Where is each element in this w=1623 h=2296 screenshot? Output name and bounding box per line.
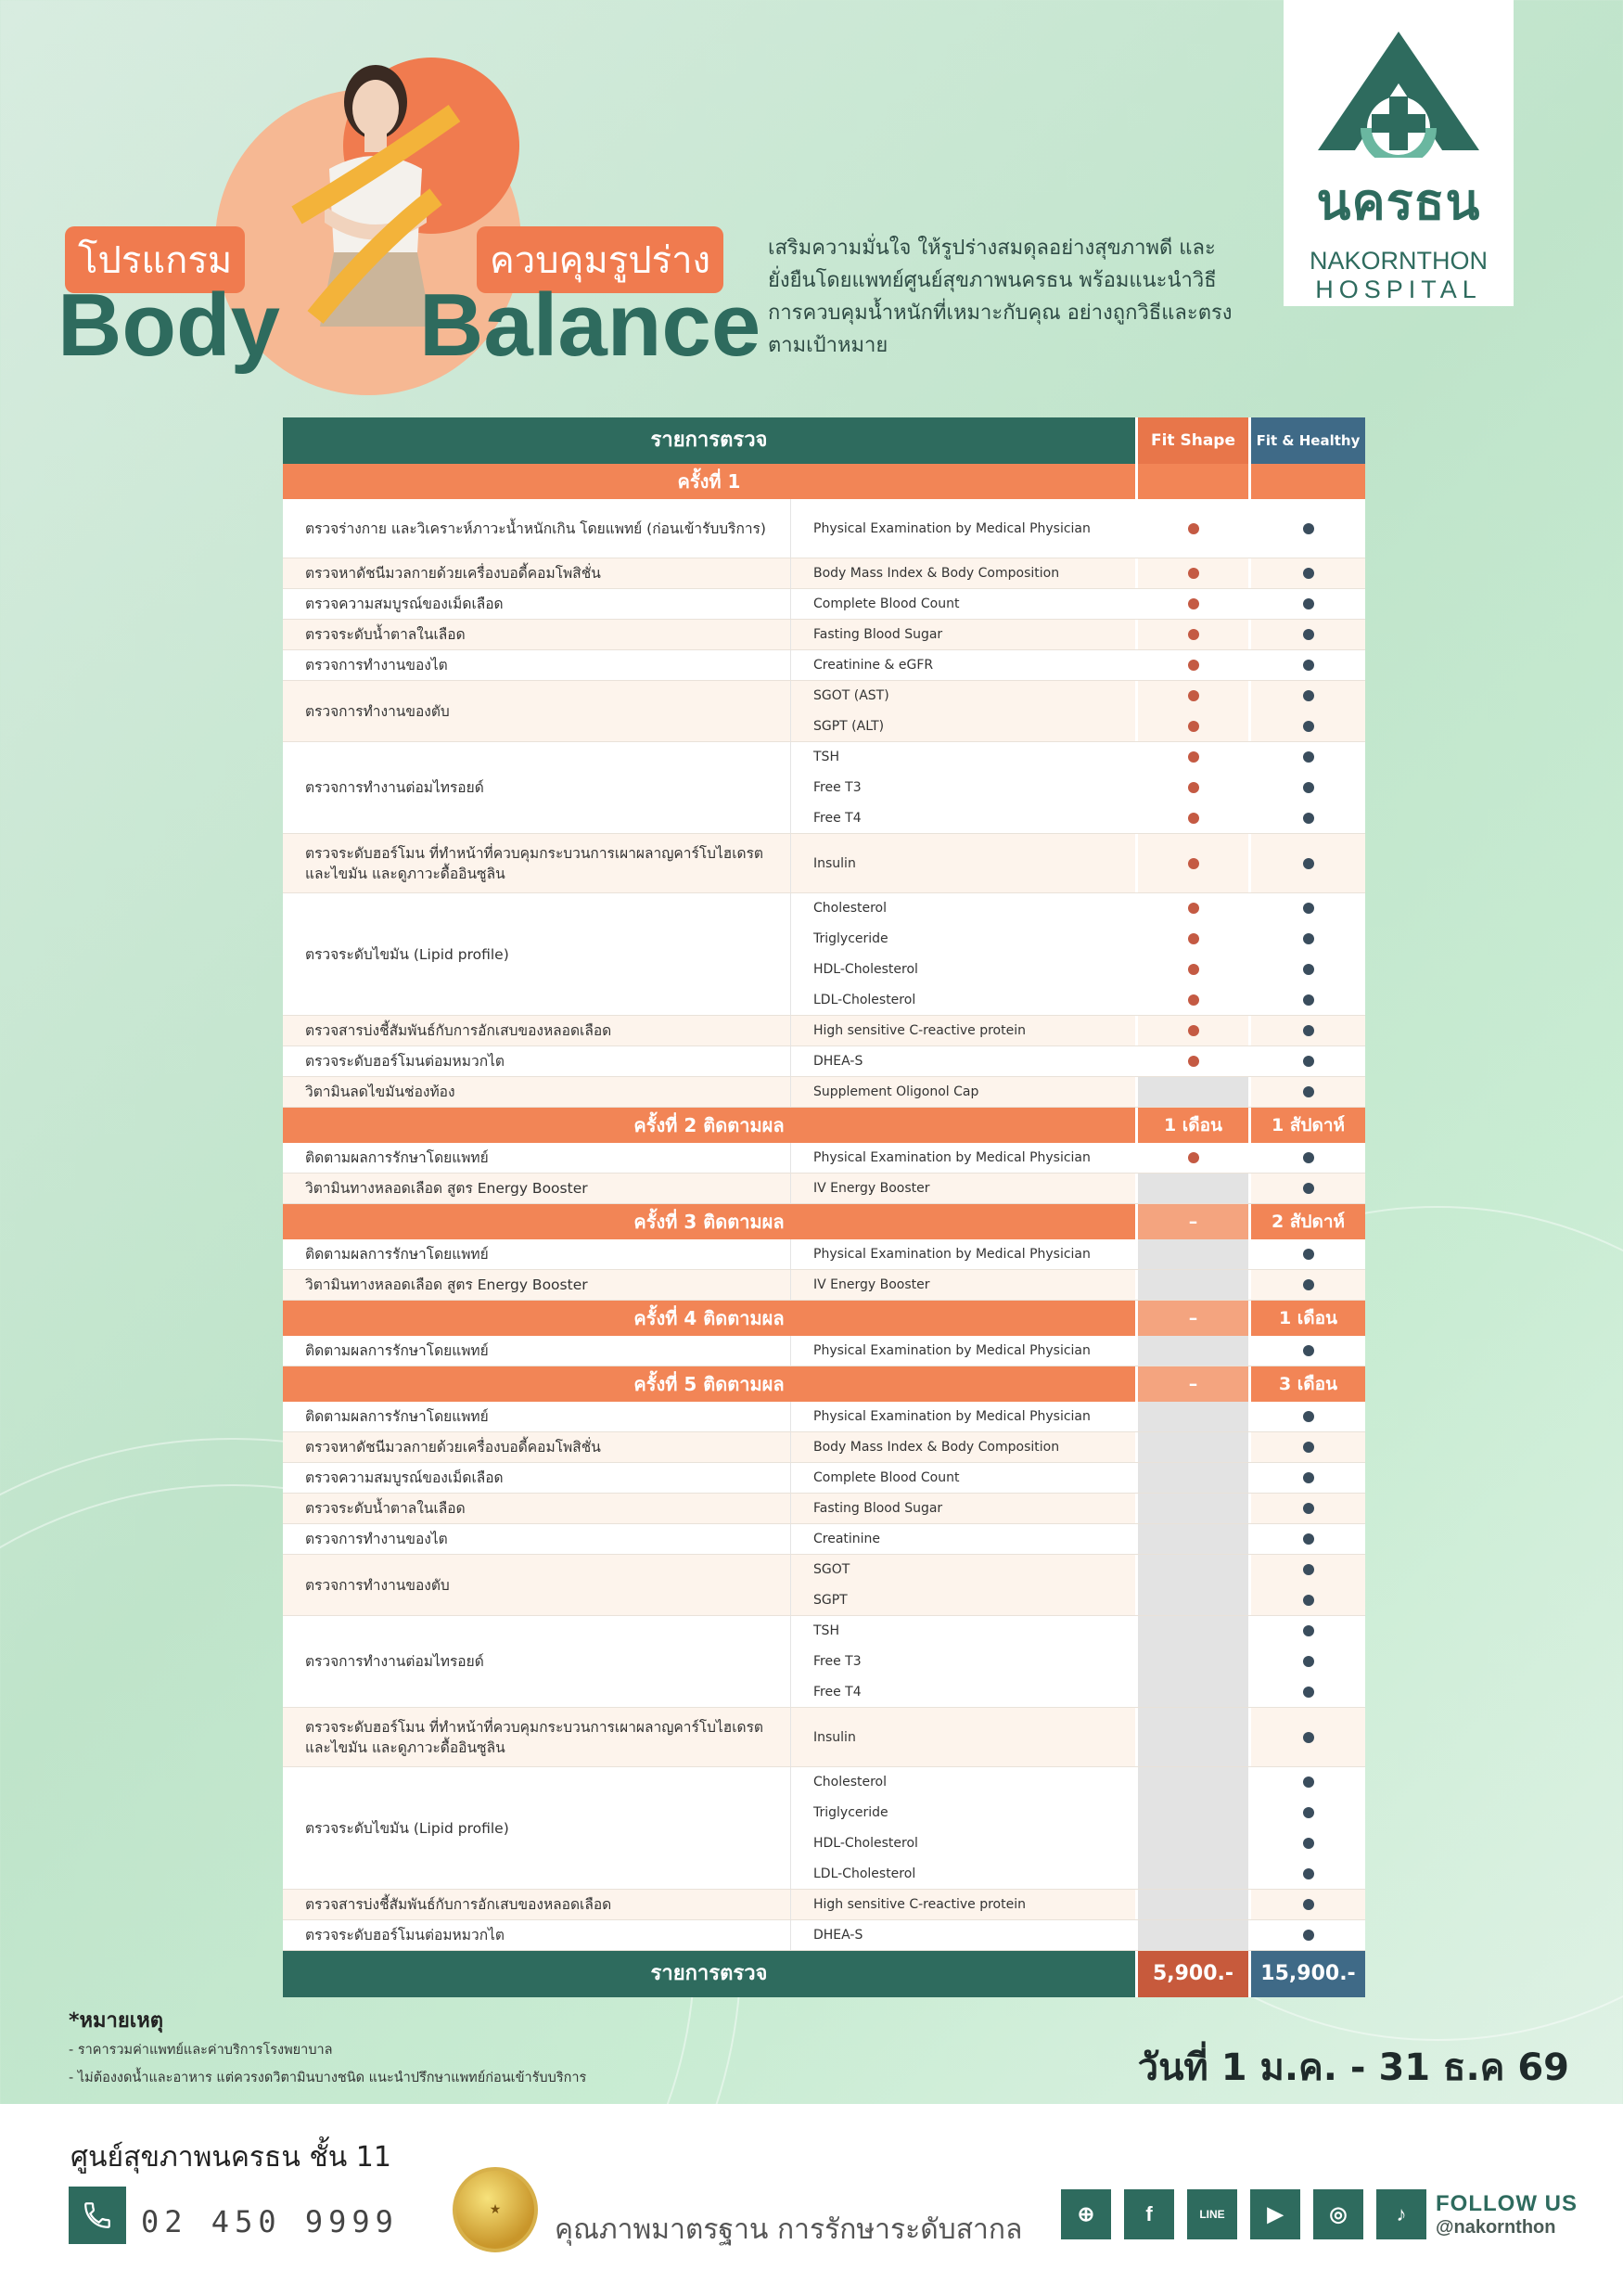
control-shape-label: ควบคุมรูปร่าง: [477, 226, 723, 293]
fit-healthy-cell: [1248, 1016, 1365, 1045]
item-english-line: Physical Examination by Medical Physician: [813, 1150, 1091, 1165]
item-english-line: Physical Examination by Medical Physician: [813, 520, 1091, 536]
header-fit-shape: Fit Shape: [1135, 417, 1248, 464]
note-item: - ไม่ต้องงดน้ำและอาหาร แต่ควรงดวิตามินบางชนิด แนะนำปรึกษาแพทย์ก่อนเข้ารับบริการ: [69, 2071, 587, 2085]
section-header: [283, 464, 1365, 499]
table-footer: [283, 1951, 1365, 1997]
item-english-line: TSH: [813, 1623, 839, 1639]
included-dot-icon: [1303, 1595, 1314, 1606]
item-english: [790, 1143, 1135, 1173]
item-thai: ตรวจการทำงานของไต: [305, 657, 448, 673]
included-dot-icon: [1303, 1025, 1314, 1036]
fit-healthy-cell: [1248, 1767, 1365, 1889]
item-english-line: SGPT (ALT): [813, 718, 885, 734]
item-english-line: Free T4: [813, 810, 862, 826]
fit-shape-cell: [1135, 1920, 1248, 1950]
table-row: [283, 1174, 1365, 1204]
item-thai: ตรวจสารบ่งชี้สัมพันธ์กับการอักเสบของหลอดเลือด: [305, 1022, 612, 1039]
item-english-line: Insulin: [813, 1729, 856, 1745]
item-english: [790, 1402, 1135, 1431]
included-dot-icon: [1303, 1838, 1314, 1849]
fit-shape-cell: [1135, 1077, 1248, 1107]
item-english-line: Cholesterol: [813, 901, 888, 917]
item-thai: ตรวจระดับฮอร์โมนต่อมหมวกไต: [305, 1053, 505, 1070]
section-header: [283, 1366, 1365, 1402]
item-english-line: Body Mass Index & Body Composition: [813, 1440, 1060, 1455]
included-dot-icon: [1303, 523, 1314, 534]
fit-shape-cell: [1135, 1239, 1248, 1269]
included-dot-icon: [1303, 994, 1314, 1006]
included-dot-icon: [1188, 690, 1199, 701]
item-thai: ตรวจการทำงานต่อมไทรอยด์: [305, 779, 484, 796]
item-english-line: Supplement Oligonol Cap: [813, 1084, 979, 1099]
item-thai: ตรวจการทำงานต่อมไทรอยด์: [305, 1653, 484, 1670]
note-item: - ราคารวมค่าแพทย์และค่าบริการโรงพยาบาล: [69, 2043, 333, 2058]
item-english-line: SGOT (AST): [813, 688, 889, 704]
item-thai: ตรวจการทำงานของตับ: [305, 702, 450, 720]
fit-healthy-cell: [1248, 1494, 1365, 1523]
fit-shape-cell: [1135, 1143, 1248, 1173]
item-english-line: Physical Examination by Medical Physician: [813, 1409, 1091, 1424]
item-english: [790, 650, 1135, 680]
item-english-line: Complete Blood Count: [813, 1470, 960, 1485]
fit-healthy-cell: [1248, 620, 1365, 649]
item-thai: ตรวจการทำงานของไต: [305, 1531, 448, 1547]
section-title: ครั้งที่ 3 ติดตามผล: [283, 1204, 1135, 1239]
table-row: [283, 742, 1365, 834]
included-dot-icon: [1188, 1152, 1199, 1163]
section-fit-healthy-interval: 1 เดือน: [1248, 1301, 1365, 1336]
table-row: [283, 893, 1365, 1016]
included-dot-icon: [1188, 1025, 1199, 1036]
included-dot-icon: [1303, 813, 1314, 824]
fit-healthy-cell: [1248, 1402, 1365, 1431]
section-fit-healthy-interval: 1 สัปดาห์: [1248, 1108, 1365, 1143]
table-row: [283, 1402, 1365, 1432]
included-dot-icon: [1303, 1472, 1314, 1483]
fit-shape-cell: [1135, 1336, 1248, 1366]
item-english-line: DHEA-S: [813, 1054, 863, 1069]
table-row: [283, 1046, 1365, 1077]
included-dot-icon: [1303, 1930, 1314, 1941]
item-thai: ตรวจหาดัชนีมวลกายด้วยเครื่องบอดี้คอมโพสิชั่น: [305, 1439, 601, 1456]
included-dot-icon: [1188, 994, 1199, 1006]
included-dot-icon: [1303, 721, 1314, 732]
included-dot-icon: [1303, 1086, 1314, 1097]
included-dot-icon: [1303, 1442, 1314, 1453]
table-row: [283, 1555, 1365, 1616]
quality-tagline: คุณภาพมาตรฐาน การรักษาระดับสากล: [555, 2213, 1023, 2246]
included-dot-icon: [1188, 903, 1199, 914]
fit-healthy-cell: [1248, 1239, 1365, 1269]
table-row: [283, 499, 1365, 558]
item-english-line: HDL-Cholesterol: [813, 961, 918, 977]
item-english: [790, 558, 1135, 588]
item-thai: ตรวจระดับฮอร์โมน ที่ทำหน้าที่ควบคุมกระบวนการเผาผลาญคาร์โบไฮเดรต และไขมัน และดูภาวะดื้ออินซูลิน: [305, 844, 763, 882]
intro-text: เสริมความมั่นใจ ให้รูปร่างสมดุลอย่างสุขภาพดี และยั่งยืนโดยแพทย์ศูนย์สุขภาพนครธน พร้อมแนะนำวิธีการควบคุมน้ำหนักที่เหมาะกับคุณ อย่างถูกวิธีและตรงตามเป้าหมาย: [768, 237, 1233, 357]
included-dot-icon: [1303, 1777, 1314, 1788]
section-title: ครั้งที่ 1: [283, 464, 1135, 499]
fit-healthy-cell: [1248, 1524, 1365, 1554]
section-header: [283, 1108, 1365, 1143]
item-thai: ตรวจร่างกาย และวิเคราะห์ภาวะน้ำหนักเกิน โดยแพทย์ (ก่อนเข้ารับบริการ): [305, 519, 766, 537]
included-dot-icon: [1188, 598, 1199, 609]
section-title: ครั้งที่ 2 ติดตามผล: [283, 1108, 1135, 1143]
fit-healthy-cell: [1248, 1432, 1365, 1462]
included-dot-icon: [1303, 1152, 1314, 1163]
section-title: ครั้งที่ 4 ติดตามผล: [283, 1301, 1135, 1336]
table-row: [283, 1463, 1365, 1494]
included-dot-icon: [1303, 1656, 1314, 1667]
item-english-line: TSH: [813, 750, 839, 765]
included-dot-icon: [1188, 782, 1199, 793]
included-dot-icon: [1303, 1249, 1314, 1260]
table-row: [283, 1708, 1365, 1767]
table-row: [283, 1077, 1365, 1108]
included-dot-icon: [1303, 629, 1314, 640]
item-english: [790, 834, 1135, 892]
item-english: [790, 681, 1135, 741]
table-row: [283, 1767, 1365, 1890]
fit-shape-cell: [1135, 1890, 1248, 1919]
included-dot-icon: [1303, 1687, 1314, 1698]
follow-us: [1436, 2191, 1578, 2238]
included-dot-icon: [1303, 1183, 1314, 1194]
program-label: โปรแกรม: [65, 226, 245, 293]
fit-shape-cell: [1135, 893, 1248, 1015]
item-thai: ตรวจหาดัชนีมวลกายด้วยเครื่องบอดี้คอมโพสิชั่น: [305, 565, 601, 582]
quality-badge: ★: [453, 2167, 538, 2252]
fit-healthy-cell: [1248, 1920, 1365, 1950]
item-thai: ตรวจระดับน้ำตาลในเลือด: [305, 1500, 466, 1517]
fit-healthy-cell: [1248, 1046, 1365, 1076]
notes-title: *หมายเหตุ: [69, 2009, 164, 2033]
fit-shape-cell: [1135, 589, 1248, 619]
item-english: [790, 742, 1135, 833]
footer-label: รายการตรวจ: [283, 1951, 1135, 1997]
item-english: [790, 1174, 1135, 1203]
item-thai: ตรวจระดับไขมัน (Lipid profile): [305, 1819, 509, 1837]
section-fit-shape-interval: 1 เดือน: [1135, 1108, 1248, 1143]
item-english: [790, 1270, 1135, 1300]
item-english: [790, 1239, 1135, 1269]
logo-english-name: NAKORNTHON: [1309, 247, 1488, 275]
item-english: [790, 1555, 1135, 1615]
title-balance: Balance: [419, 276, 761, 375]
included-dot-icon: [1303, 1807, 1314, 1818]
included-dot-icon: [1303, 1279, 1314, 1290]
included-dot-icon: [1303, 782, 1314, 793]
table-row: [283, 620, 1365, 650]
line-icon[interactable]: LINE: [1187, 2189, 1237, 2239]
item-english-line: Physical Examination by Medical Physician: [813, 1343, 1091, 1358]
package-table: [283, 417, 1365, 1997]
table-row: [283, 834, 1365, 893]
fit-shape-cell: [1135, 1046, 1248, 1076]
table-row: [283, 1494, 1365, 1524]
included-dot-icon: [1188, 933, 1199, 944]
fit-shape-cell: [1135, 1270, 1248, 1300]
date-range: วันที่ 1 ม.ค. - 31 ธ.ค 69: [1137, 2046, 1569, 2089]
follow-label: FOLLOW US: [1436, 2191, 1578, 2216]
header-items: รายการตรวจ: [283, 417, 1135, 464]
fit-healthy-cell: [1248, 834, 1365, 892]
section-title: ครั้งที่ 5 ติดตามผล: [283, 1366, 1135, 1402]
included-dot-icon: [1188, 813, 1199, 824]
website-icon[interactable]: ⊕: [1061, 2189, 1111, 2239]
item-english: [790, 1920, 1135, 1950]
item-english: [790, 1046, 1135, 1076]
item-english-line: Triglyceride: [813, 931, 888, 947]
included-dot-icon: [1188, 523, 1199, 534]
item-thai: ติดตามผลการรักษาโดยแพทย์: [305, 1342, 489, 1359]
price-fit-healthy: 15,900.-: [1248, 1951, 1365, 1997]
included-dot-icon: [1188, 660, 1199, 671]
item-english-line: SGPT: [813, 1592, 848, 1608]
fit-healthy-cell: [1248, 1270, 1365, 1300]
item-english-line: Triglyceride: [813, 1805, 888, 1821]
included-dot-icon: [1303, 1056, 1314, 1067]
table-row: [283, 1270, 1365, 1301]
item-english-line: Fasting Blood Sugar: [813, 627, 943, 642]
item-english: [790, 1077, 1135, 1107]
item-english: [790, 1336, 1135, 1366]
item-thai: ตรวจความสมบูรณ์ของเม็ดเลือด: [305, 1469, 504, 1486]
item-thai: ติดตามผลการรักษาโดยแพทย์: [305, 1408, 489, 1425]
fit-healthy-cell: [1248, 1708, 1365, 1766]
item-thai: วิตามินทางหลอดเลือด สูตร Energy Booster: [305, 1180, 588, 1197]
fit-healthy-cell: [1248, 1555, 1365, 1615]
included-dot-icon: [1303, 933, 1314, 944]
table-row: [283, 1616, 1365, 1708]
fit-shape-cell: [1135, 620, 1248, 649]
fit-healthy-cell: [1248, 1077, 1365, 1107]
item-thai: ตรวจระดับน้ำตาลในเลือด: [305, 626, 466, 643]
included-dot-icon: [1303, 1533, 1314, 1545]
fit-healthy-cell: [1248, 1174, 1365, 1203]
included-dot-icon: [1303, 1732, 1314, 1743]
included-dot-icon: [1303, 858, 1314, 869]
item-english-line: Complete Blood Count: [813, 596, 960, 611]
table-row: [283, 1890, 1365, 1920]
fit-healthy-cell: [1248, 558, 1365, 588]
table-row: [283, 1239, 1365, 1270]
header-fit-healthy: Fit & Healthy: [1248, 417, 1365, 464]
fit-shape-cell: [1135, 1616, 1248, 1707]
fit-healthy-cell: [1248, 681, 1365, 741]
fit-healthy-cell: [1248, 742, 1365, 833]
included-dot-icon: [1303, 568, 1314, 579]
item-english-line: High sensitive C-reactive protein: [813, 1897, 1026, 1912]
item-english: [790, 1890, 1135, 1919]
included-dot-icon: [1303, 598, 1314, 609]
fit-shape-cell: [1135, 558, 1248, 588]
fit-shape-cell: [1135, 1016, 1248, 1045]
item-english-line: LDL-Cholesterol: [813, 992, 916, 1007]
included-dot-icon: [1303, 1564, 1314, 1575]
table-row: [283, 558, 1365, 589]
section-header: [283, 1301, 1365, 1336]
item-english-line: Cholesterol: [813, 1775, 888, 1790]
table-row: [283, 589, 1365, 620]
included-dot-icon: [1188, 751, 1199, 763]
hospital-emblem-icon: [1310, 28, 1487, 158]
hospital-logo: [1284, 0, 1514, 306]
item-thai: ติดตามผลการรักษาโดยแพทย์: [305, 1246, 489, 1263]
fit-shape-cell: [1135, 1524, 1248, 1554]
instagram-icon[interactable]: ◎: [1313, 2189, 1363, 2239]
item-english: [790, 589, 1135, 619]
item-english-line: SGOT: [813, 1562, 850, 1578]
fit-shape-cell: [1135, 1494, 1248, 1523]
item-english: [790, 1767, 1135, 1889]
included-dot-icon: [1188, 629, 1199, 640]
section-header: [283, 1204, 1365, 1239]
item-english: [790, 499, 1135, 558]
fit-shape-cell: [1135, 1402, 1248, 1431]
item-english: [790, 1616, 1135, 1707]
section-fit-healthy-interval: 2 สัปดาห์: [1248, 1204, 1365, 1239]
item-english-line: Body Mass Index & Body Composition: [813, 566, 1060, 581]
fit-healthy-cell: [1248, 1336, 1365, 1366]
section-fit-shape-interval: –: [1135, 1301, 1248, 1336]
youtube-icon[interactable]: ▶: [1250, 2189, 1300, 2239]
facebook-icon[interactable]: f: [1124, 2189, 1174, 2239]
item-english-line: Physical Examination by Medical Physician: [813, 1247, 1091, 1262]
section-fit-healthy-interval: 3 เดือน: [1248, 1366, 1365, 1402]
table-row: [283, 1143, 1365, 1174]
center-name: ศูนย์สุขภาพนครธน ชั้น 11: [70, 2141, 391, 2174]
tiktok-icon[interactable]: ♪: [1376, 2189, 1426, 2239]
table-row: [283, 1336, 1365, 1366]
table-row: [283, 1016, 1365, 1046]
section-fit-shape-interval: –: [1135, 1366, 1248, 1402]
social-links: [1061, 2189, 1426, 2239]
item-english-line: IV Energy Booster: [813, 1181, 930, 1196]
item-english-line: DHEA-S: [813, 1928, 863, 1943]
logo-thai-name: นครธน: [1316, 173, 1481, 231]
included-dot-icon: [1303, 1411, 1314, 1422]
fit-shape-cell: [1135, 1432, 1248, 1462]
item-english-line: Insulin: [813, 855, 856, 871]
table-row: [283, 1432, 1365, 1463]
included-dot-icon: [1303, 751, 1314, 763]
fit-shape-cell: [1135, 742, 1248, 833]
item-english-line: High sensitive C-reactive protein: [813, 1023, 1026, 1038]
fit-healthy-cell: [1248, 1143, 1365, 1173]
fit-healthy-cell: [1248, 650, 1365, 680]
included-dot-icon: [1303, 1345, 1314, 1356]
included-dot-icon: [1303, 660, 1314, 671]
included-dot-icon: [1303, 1503, 1314, 1514]
item-english: [790, 1524, 1135, 1554]
item-english-line: Free T3: [813, 779, 862, 795]
fit-shape-cell: [1135, 1767, 1248, 1889]
item-english: [790, 1432, 1135, 1462]
included-dot-icon: [1303, 964, 1314, 975]
section-fit-shape-interval: –: [1135, 1204, 1248, 1239]
item-thai: ตรวจระดับฮอร์โมนต่อมหมวกไต: [305, 1927, 505, 1943]
fit-healthy-cell: [1248, 589, 1365, 619]
table-row: [283, 681, 1365, 742]
item-english: [790, 1016, 1135, 1045]
section-fit-shape-interval: [1135, 464, 1248, 499]
included-dot-icon: [1303, 1899, 1314, 1910]
fit-shape-cell: [1135, 650, 1248, 680]
item-english: [790, 1494, 1135, 1523]
item-english-line: IV Energy Booster: [813, 1277, 930, 1292]
item-english-line: Creatinine & eGFR: [813, 658, 934, 673]
included-dot-icon: [1188, 858, 1199, 869]
title-body: Body: [58, 276, 280, 375]
item-english-line: HDL-Cholesterol: [813, 1835, 918, 1851]
item-english: [790, 893, 1135, 1015]
fit-shape-cell: [1135, 1463, 1248, 1493]
included-dot-icon: [1188, 568, 1199, 579]
included-dot-icon: [1303, 1868, 1314, 1879]
phone-number[interactable]: 02 450 9999: [141, 2204, 399, 2239]
fit-shape-cell: [1135, 834, 1248, 892]
fit-shape-cell: [1135, 681, 1248, 741]
logo-english-sub: HOSPITAL: [1315, 276, 1482, 303]
table-row: [283, 1524, 1365, 1555]
fit-shape-cell: [1135, 499, 1248, 558]
item-thai: ตรวจระดับไขมัน (Lipid profile): [305, 945, 509, 963]
price-fit-shape: 5,900.-: [1135, 1951, 1248, 1997]
included-dot-icon: [1188, 721, 1199, 732]
item-thai: ตรวจการทำงานของตับ: [305, 1576, 450, 1594]
item-english: [790, 1708, 1135, 1766]
fit-shape-cell: [1135, 1708, 1248, 1766]
fit-healthy-cell: [1248, 1616, 1365, 1707]
item-thai: ตรวจระดับฮอร์โมน ที่ทำหน้าที่ควบคุมกระบวนการเผาผลาญคาร์โบไฮเดรต และไขมัน และดูภาวะดื้ออินซูลิน: [305, 1718, 763, 1756]
included-dot-icon: [1303, 1625, 1314, 1636]
table-row: [283, 650, 1365, 681]
fit-shape-cell: [1135, 1555, 1248, 1615]
included-dot-icon: [1188, 964, 1199, 975]
fit-healthy-cell: [1248, 499, 1365, 558]
item-english-line: Free T4: [813, 1684, 862, 1700]
included-dot-icon: [1303, 690, 1314, 701]
item-english-line: Fasting Blood Sugar: [813, 1501, 943, 1516]
phone-icon[interactable]: [69, 2187, 126, 2244]
section-fit-healthy-interval: [1248, 464, 1365, 499]
fit-healthy-cell: [1248, 893, 1365, 1015]
table-row: [283, 1920, 1365, 1951]
item-english-line: Creatinine: [813, 1532, 881, 1546]
fit-healthy-cell: [1248, 1463, 1365, 1493]
item-english: [790, 1463, 1135, 1493]
item-english-line: Free T3: [813, 1653, 862, 1669]
item-english-line: LDL-Cholesterol: [813, 1866, 916, 1881]
included-dot-icon: [1188, 1056, 1199, 1067]
social-handle[interactable]: @nakornthon: [1436, 2217, 1556, 2238]
item-english: [790, 620, 1135, 649]
table-header: [283, 417, 1365, 464]
item-thai: ตรวจสารบ่งชี้สัมพันธ์กับการอักเสบของหลอดเลือด: [305, 1896, 612, 1913]
fit-healthy-cell: [1248, 1890, 1365, 1919]
item-thai: ติดตามผลการรักษาโดยแพทย์: [305, 1149, 489, 1166]
included-dot-icon: [1303, 903, 1314, 914]
item-thai: วิตามินลดไขมันช่องท้อง: [305, 1084, 455, 1100]
table-body: [283, 464, 1365, 1951]
fit-shape-cell: [1135, 1174, 1248, 1203]
item-thai: วิตามินทางหลอดเลือด สูตร Energy Booster: [305, 1276, 588, 1293]
item-thai: ตรวจความสมบูรณ์ของเม็ดเลือด: [305, 596, 504, 612]
